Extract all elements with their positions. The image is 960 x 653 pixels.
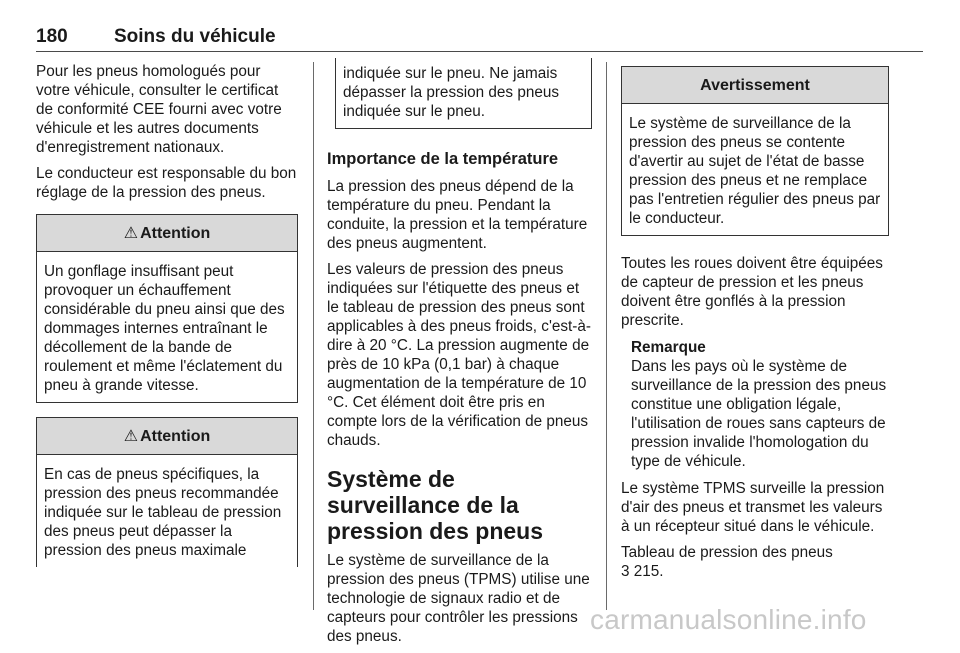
chapter-title: Soins du véhicule [114,26,276,47]
column-2 [327,58,592,653]
warning-box-header [37,215,297,252]
note-title: Remarque [631,339,706,356]
paragraph: Les valeurs de pression des pneus indiquées sur l'étiquette des pneus et le tableau de pression des pneus sont applicables à des pneus froids, c'est-à-dire à 20 °C. La pression augmente de près de 10 kPa (0,1 bar) à chaque augmentation de la température de 10 °C. Cet élément doit être pris en compte lors de la vérification de pneus chauds. [327,261,591,449]
warning-box [36,214,298,403]
paragraph: Le système de surveillance de la pression des pneus (TPMS) utilise une technologie de signaux radio et de capteurs pour contrôler les pressions des pneus. [327,552,590,645]
paragraph: Toutes les roues doivent être équipées de capteur de pression et les pneus doivent être gonflés à la pression prescrite. [621,255,883,329]
warning-title: Attention [140,428,211,445]
warning-title: Attention [140,225,211,242]
caution-body: Le système de surveillance de la pression des pneus se contente d'avertir au sujet de l'état de basse pression des pneus et ne remplace pas l'entretien régulier des pneus par le conducteur. [629,115,881,227]
warning-box-continued [335,58,592,129]
column-3 [621,58,889,588]
warning-body: indiquée sur le pneu. Ne jamais dépasser la pression des pneus indiquée sur le pneu. [343,65,559,120]
warning-box [36,417,298,567]
page-header [36,26,922,50]
watermark: carmanualsonline.info [590,604,867,635]
column-separator-2 [606,62,607,610]
paragraph: Tableau de pression des pneus [621,544,833,561]
warning-triangle-icon: ⚠ [123,428,139,445]
page-number: 180 [36,26,68,47]
caution-box [621,66,889,236]
note-body: Dans les pays où le système de surveillance de la pression des pneus constitue une obligation légale, l'utilisation de roues sans capteurs de pression invalide l'homologation du type de véhicule. [631,358,887,470]
warning-body: Un gonflage insuffisant peut provoquer un échauffement considérable du pneu ainsi que des dommages internes entraînant le décollement de la bande de roulement et même l'éclatement du pneu à grande vitesse. [44,263,285,394]
paragraph: Le conducteur est responsable du bon réglage de la pression des pneus. [36,165,297,201]
cross-reference[interactable]: 3 215. [621,563,664,580]
subheading: Importance de la température [327,150,559,168]
section-heading: Système de surveillance de la pression des pneus [327,466,544,544]
paragraph: Le système TPMS surveille la pression d'air des pneus et transmet les valeurs à un récepteur situé dans le véhicule. [621,480,885,535]
paragraph: La pression des pneus dépend de la température du pneu. Pendant la conduite, la pression et la température des pneus augmentent. [327,178,588,252]
warning-box-header [37,418,297,455]
warning-body: En cas de pneus spécifiques, la pression des pneus recommandée indiquée sur le tableau de pression des pneus peut dépasser la pression des pneus maximale [44,466,282,559]
column-separator-1 [313,62,314,610]
paragraph: Pour les pneus homologués pour votre véhicule, consulter le certificat de conformité CEE fourni avec votre véhicule et les autres documents d'enregistrement nationaux. [36,63,282,156]
note [621,338,889,471]
header-rule [36,51,923,52]
column-1 [36,62,298,567]
caution-box-header: Avertissement [622,67,888,104]
warning-triangle-icon: ⚠ [123,225,139,242]
